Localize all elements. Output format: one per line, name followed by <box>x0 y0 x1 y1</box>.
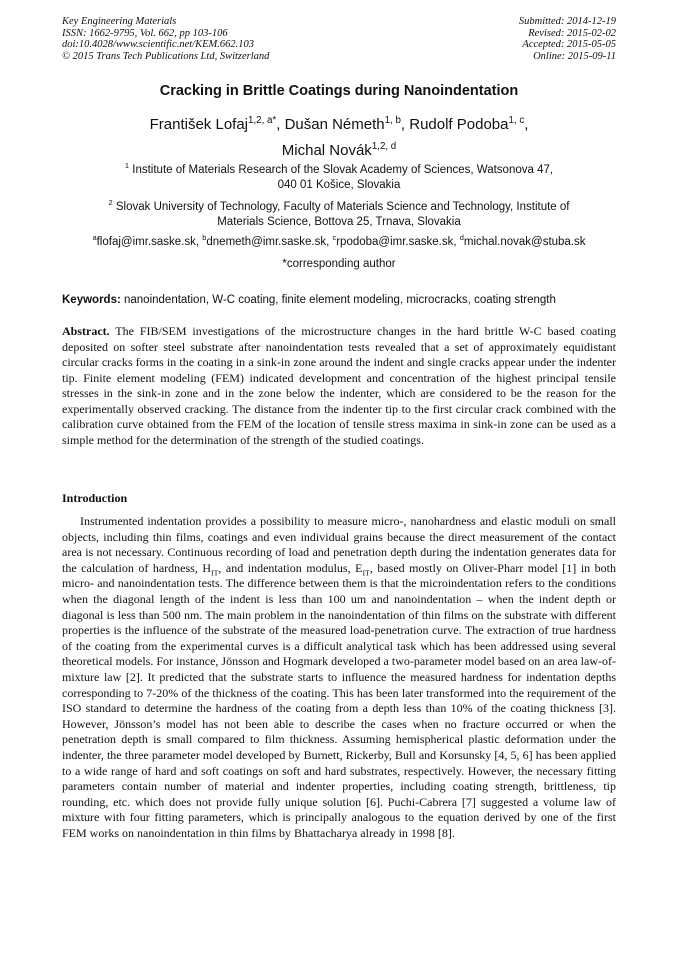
intro-text: , and indentation modulus, E <box>218 560 363 575</box>
author-name: Dušan Németh <box>284 116 385 133</box>
abstract <box>62 324 616 448</box>
email-list: $^a$flofaj@imr.saske.sk, $^b$dnemeth@imr.saske.sk, $^c$rpodoba@imr.saske.sk, $^d$michal.novak@stuba.sk <box>92 233 586 248</box>
date-submitted: Submitted: 2014-12-19 <box>518 16 616 27</box>
email-address: flofaj@imr.saske.sk <box>96 236 196 248</box>
journal-issn: ISSN: 1662-9795, Vol. 662, pp 103-106 <box>62 27 228 39</box>
author-separator: , <box>524 116 529 133</box>
email-mark: b <box>202 233 207 243</box>
affiliation-line: Slovak University of Technology, Faculty of Materials Science and Technology, Institute of <box>115 201 570 213</box>
journal-doi: doi:10.4028/www.scientific.net/KEM.662.103 <box>62 39 254 51</box>
paper-title: Cracking in Brittle Coatings during Nanoindentation <box>159 83 519 99</box>
affiliation-number: 2 <box>108 198 113 208</box>
email-address: dnemeth@imr.saske.sk <box>206 236 327 248</box>
author-separator: , <box>400 116 410 133</box>
email-mark: d <box>459 233 464 243</box>
author-affiliation-mark: 1, c <box>508 115 525 126</box>
intro-subscript: IT <box>211 568 219 578</box>
author-name: Michal Novák <box>281 142 372 159</box>
intro-subscript: IT <box>362 568 370 578</box>
date-accepted: Accepted: 2015-05-05 <box>522 39 616 51</box>
publication-dates <box>519 16 616 62</box>
corresponding-author-note: *corresponding author <box>282 258 396 270</box>
abstract-text: The FIB/SEM investigations of the microstructure changes in the hard brittle W-C based coating deposited on softer steel substrate after nanoindentation tests revealed that a set of approximately equidistant circular cracks forms in the coating in a sink-in zone around the indent and single cracks appear under the indenter tip. Finite element modeling (FEM) indicated development and concentration of the highest principal tensile stresses in the sink-in zone and in the zone below the indenter, which are considered to be the reason for the experimentally observed cracking. The distance from the indenter tip to the first circular crack combined with the calibration curve obtained from the FEM of the location of tensile stress maxima in sink-in zone can be used as a simple method for the determination of the strength of the studied coatings. <box>62 324 616 447</box>
author-name: Rudolf Podoba <box>409 116 509 133</box>
journal-name: Key Engineering Materials <box>62 16 177 27</box>
email-address: michal.novak@stuba.sk <box>463 236 586 248</box>
keywords <box>62 294 622 306</box>
date-revised: Revised: 2015-02-02 <box>528 27 616 39</box>
introduction-paragraph <box>62 514 616 841</box>
email-address: rpodoba@imr.saske.sk <box>336 236 454 248</box>
email-mark: a <box>92 233 97 243</box>
affiliation-number: 1 <box>124 161 130 171</box>
affiliation-2 <box>60 200 618 230</box>
affiliation-line: Institute of Materials Research of the Slovak Academy of Sciences, Watsonova 47, <box>132 164 554 176</box>
date-online: Online: 2015-09-11 <box>533 50 616 62</box>
intro-text: , based mostly on Oliver-Pharr model [1] in both micro- and nanoindentation tests. The difference between them is that the microindentation refers to the conditions when the diagonal length of the indent is less than 100 um and nanoindentation – when the indent depth or diagonal is less than 500 nm. The main problem in the nanoindentation of thin films on the substrate with different properties is the influence of the substrate of the measured load-penetration curve. The extraction of true hardness of the coating from the experimental curves is a difficult analytical task which has been addressed using several theoretical models. For instance, Jönsson and Hogmark developed a two-parameter model based on an area law-of-mixture law [2]. It predicted that the substrate starts to influence the measured hardness for indentation depths corresponding to 7-20% of the thickness of the coating. This has been later transformed into the requirement of the ISO standard to determine the hardness of the coating from a depth less than 10% of the coating thickness [3]. However, Jönsson’s model has not been able to describe the cases when no fracture occurred or when the penetration depth is small compared to film thickness. Assuming hemispherical plastic deformation under the indenter, the three parameter model developed by Burnett, Rickerby, Bull and Korsunsky [4, 5, 6] has been applied to a wide range of hard and soft coatings on soft and hard substrates, respectively. However, the necessary fitting parameters contain number of material and indenter properties, including coating strength, brittleness, tip rounding, etc. which does not provide fully unique solution [6]. Puchi-Cabrera [7] suggested a volume law of mixture with four fitting parameters, which is principally analogous to the equation derived by one of the first FEM works on nanoindentation in thin films by Bhattacharya already in 1998 [8]. <box>62 560 617 840</box>
keywords-label: Keywords: <box>62 294 121 306</box>
abstract-label: Abstract. <box>62 324 110 338</box>
author-affiliation-mark: 1,2, d <box>371 141 397 152</box>
journal-copyright: © 2015 Trans Tech Publications Ltd, Switzerland <box>62 50 270 62</box>
email-mark: c <box>332 233 337 243</box>
affiliation-line: Materials Science, Bottova 25, Trnava, Slovakia <box>217 216 461 228</box>
affiliation-line: 040 01 Košice, Slovakia <box>277 179 401 191</box>
author-separator: , <box>276 116 285 133</box>
keywords-text: nanoindentation, W-C coating, finite element modeling, microcracks, coating strength <box>120 294 556 306</box>
author-list <box>40 112 638 164</box>
section-heading-introduction: Introduction <box>62 491 128 505</box>
journal-info <box>62 16 269 62</box>
author-affiliation-mark: 1, b <box>384 115 401 126</box>
affiliation-1 <box>60 163 618 193</box>
intro-text: Instrumented indentation provides a possibility to measure micro-, nanohardness and elastic moduli on small objects, including thin films, coatings and even individual grains because the direct measurement of the contact area is not necessary. Continuous recording of load and penetration depth during the indentation generates data for the calculation of hardness, H <box>62 514 616 575</box>
author-affiliation-mark: 1,2, a* <box>248 115 277 126</box>
author-name: František Lofaj <box>149 116 249 133</box>
